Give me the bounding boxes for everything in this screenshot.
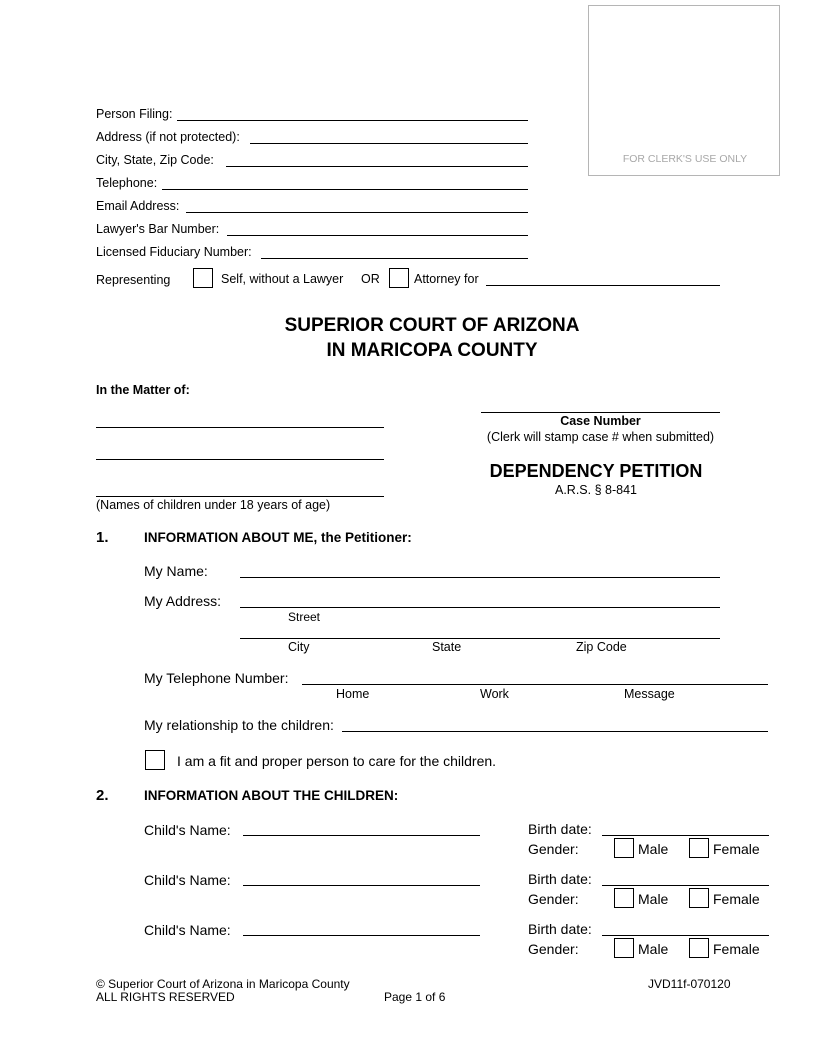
birth-date-field[interactable] (602, 835, 769, 836)
birth-date-label: Birth date: (528, 921, 592, 937)
female-label: Female (713, 941, 760, 957)
my-address-label: My Address: (144, 593, 222, 609)
birth-date-field[interactable] (602, 885, 769, 886)
person-filing-field[interactable] (177, 120, 528, 121)
attorney-checkbox[interactable] (389, 268, 409, 288)
petition-title: DEPENDENCY PETITION (489, 461, 703, 481)
footer-copyright: © Superior Court of Arizona in Maricopa County (96, 977, 350, 991)
state-caption: State (432, 640, 462, 654)
footer-page-number: Page 1 of 6 (384, 990, 446, 1004)
male-label: Male (638, 891, 669, 907)
my-name-field[interactable] (240, 577, 720, 578)
child-name-field[interactable] (243, 835, 480, 836)
birth-date-field[interactable] (602, 935, 769, 936)
representing-label: Representing (96, 273, 171, 287)
section-1-title: INFORMATION ABOUT ME, the Petitioner: (144, 530, 412, 545)
case-number-label: Case Number (560, 414, 641, 428)
telephone-label: Telephone: (96, 176, 158, 190)
names-caption: (Names of children under 18 years of age) (96, 498, 331, 512)
fiduciary-number-label: Licensed Fiduciary Number: (96, 245, 252, 259)
female-label: Female (713, 891, 760, 907)
child-name-line-1[interactable] (96, 427, 384, 428)
relationship-label: My relationship to the children: (144, 717, 334, 733)
address-field[interactable] (250, 143, 528, 144)
female-checkbox[interactable] (689, 888, 709, 908)
home-caption: Home (336, 687, 370, 701)
birth-date-label: Birth date: (528, 821, 592, 837)
street-caption: Street (288, 610, 321, 624)
section-1-number: 1. (96, 529, 109, 546)
female-checkbox[interactable] (689, 938, 709, 958)
fit-person-checkbox[interactable] (145, 750, 165, 770)
child-name-label: Child's Name: (144, 822, 231, 838)
child-name-line-2[interactable] (96, 459, 384, 460)
city-state-zip-field[interactable] (226, 166, 528, 167)
email-label: Email Address: (96, 199, 180, 213)
section-2-title: INFORMATION ABOUT THE CHILDREN: (144, 788, 399, 803)
clerk-use-label: FOR CLERK'S USE ONLY (622, 153, 748, 165)
attorney-for-field[interactable] (486, 285, 720, 286)
work-caption: Work (480, 687, 509, 701)
case-number-field[interactable] (481, 412, 720, 413)
fit-person-statement: I am a fit and proper person to care for the children. (177, 753, 497, 769)
child-name-field[interactable] (243, 935, 480, 936)
message-caption: Message (624, 687, 675, 701)
child-name-line-3[interactable] (96, 496, 384, 497)
fiduciary-number-field[interactable] (261, 258, 528, 259)
female-label: Female (713, 841, 760, 857)
self-option-label: Self, without a Lawyer (221, 272, 344, 286)
email-field[interactable] (186, 212, 528, 213)
male-label: Male (638, 841, 669, 857)
telephone-number-label: My Telephone Number: (144, 670, 289, 686)
telephone-field[interactable] (162, 189, 528, 190)
matter-label: In the Matter of: (96, 383, 190, 397)
male-checkbox[interactable] (614, 938, 634, 958)
attorney-option-label: Attorney for (414, 272, 479, 286)
my-name-label: My Name: (144, 563, 208, 579)
bar-number-field[interactable] (227, 235, 528, 236)
bar-number-label: Lawyer's Bar Number: (96, 222, 220, 236)
gender-label: Gender: (528, 841, 579, 857)
child-name-field[interactable] (243, 885, 480, 886)
section-2-number: 2. (96, 787, 109, 804)
footer-rights: ALL RIGHTS RESERVED (96, 990, 235, 1004)
footer-form-code: JVD11f-070120 (648, 977, 731, 991)
case-number-note: (Clerk will stamp case # when submitted) (486, 430, 715, 444)
telephone-number-field[interactable] (302, 684, 768, 685)
petition-statute: A.R.S. § 8-841 (555, 483, 637, 497)
relationship-field[interactable] (342, 731, 768, 732)
birth-date-label: Birth date: (528, 871, 592, 887)
city-state-zip-label: City, State, Zip Code: (96, 153, 214, 167)
male-label: Male (638, 941, 669, 957)
court-name-line2: IN MARICOPA COUNTY (326, 340, 538, 361)
court-name-line1: SUPERIOR COURT OF ARIZONA (284, 315, 580, 336)
clerk-use-box (588, 5, 780, 176)
self-checkbox[interactable] (193, 268, 213, 288)
or-label: OR (361, 272, 380, 286)
person-filing-label: Person Filing: (96, 107, 173, 121)
male-checkbox[interactable] (614, 888, 634, 908)
gender-label: Gender: (528, 941, 579, 957)
city-state-zip-line[interactable] (240, 638, 720, 639)
child-name-label: Child's Name: (144, 922, 231, 938)
city-caption: City (288, 640, 310, 654)
male-checkbox[interactable] (614, 838, 634, 858)
gender-label: Gender: (528, 891, 579, 907)
child-name-label: Child's Name: (144, 872, 231, 888)
address-label: Address (if not protected): (96, 130, 240, 144)
street-field[interactable] (240, 607, 720, 608)
zip-caption: Zip Code (576, 640, 627, 654)
female-checkbox[interactable] (689, 838, 709, 858)
